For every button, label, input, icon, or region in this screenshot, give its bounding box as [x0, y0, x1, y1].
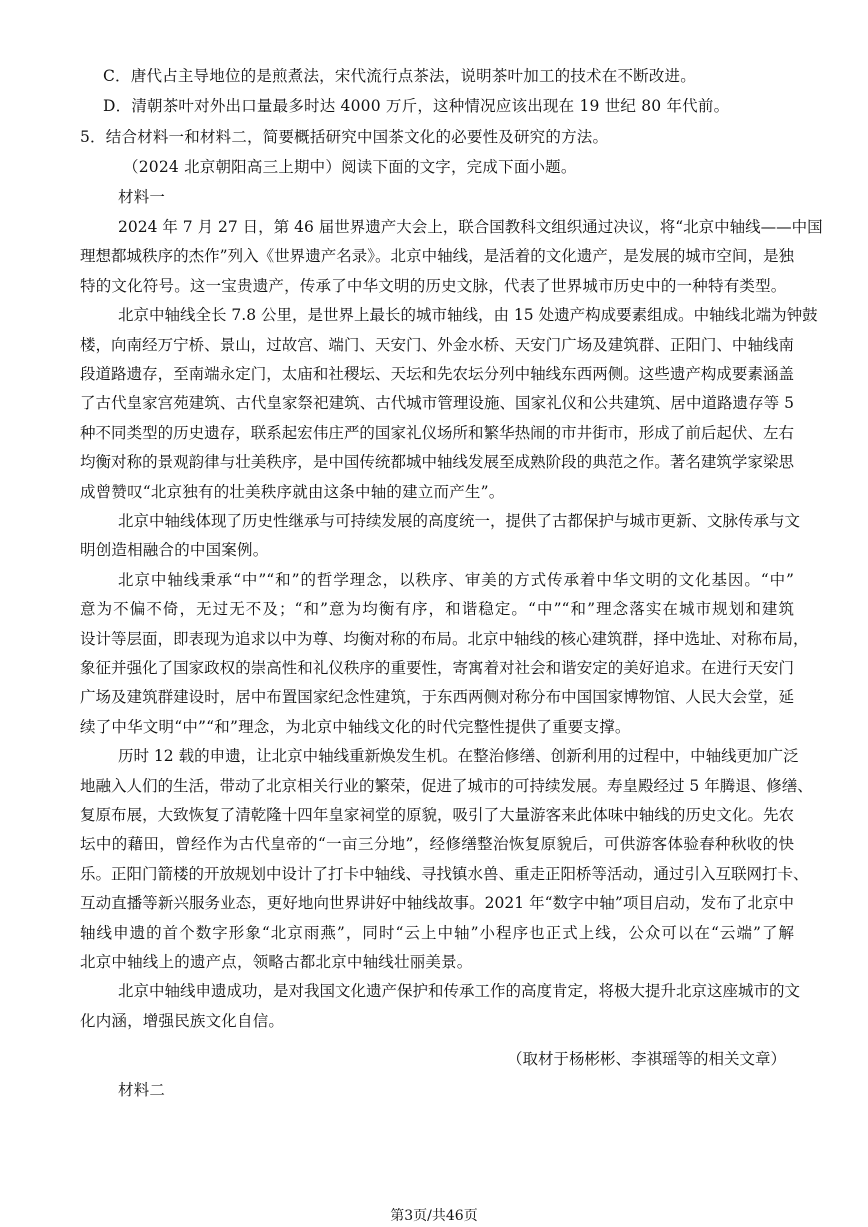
page-footer: 第3页/共46页: [390, 1208, 478, 1224]
paragraph-line: 续了中华文明“中”“和”理念，为北京中轴线文化的时代完整性提供了重要支撑。: [80, 718, 631, 736]
question-5: 5．结合材料一和材料二，简要概括研究中国茶文化的必要性及研究的方法。: [80, 128, 609, 146]
material1-title: 材料一: [118, 188, 166, 206]
paragraph-line: 北京中轴线全长 7.8 公里，是世界上最长的城市轴线，由 15 处遗产构成要素组成。中轴线北端为钟鼓: [118, 306, 818, 324]
paragraph-line: 北京中轴线秉承“中”“和”的哲学理念，以秩序、审美的方式传承着中华文明的文化基因。“中”: [118, 571, 794, 589]
paragraph-line: 了古代皇家宫苑建筑、古代皇家祭祀建筑、古代城市管理设施、国家礼仪和公共建筑、居中道路遗存等 5: [80, 394, 794, 412]
intro-line: （2024 北京朝阳高三上期中）阅读下面的文字，完成下面小题。: [123, 158, 577, 176]
paragraph-line: 意为不偏不倚，无过无不及；“和”意为均衡有序，和谐稳定。“中”“和”理念落实在城市规划和建筑: [80, 600, 794, 618]
paragraph-line: 段道路遗存，至南端永定门，太庙和社稷坛、天坛和先农坛分列中轴线东西两侧。这些遗产构成要素涵盖: [80, 365, 794, 383]
material1-source: （取材于杨彬彬、李祺瑶等的相关文章）: [506, 1050, 786, 1068]
paragraph-line: 种不同类型的历史遗存，联系起宏伟庄严的国家礼仪场所和繁华热闹的市井街市，形成了前后起伏、左右: [80, 424, 794, 442]
option-d: D．清朝茶叶对外出口量最多时达 4000 万斤，这种情况应该出现在 19 世纪 80 年代前。: [103, 97, 730, 115]
paragraph-line: 坛中的藉田，曾经作为古代皇帝的“一亩三分地”，经修缮整治恢复原貌后，可供游客体验春种秋收的快: [80, 835, 794, 853]
paragraph-line: 特的文化符号。这一宝贵遗产，传承了中华文明的历史文脉，代表了世界城市历史中的一种特有类型。: [80, 277, 787, 295]
paragraph-line: 象征并强化了国家政权的崇高性和礼仪秩序的重要性，寄寓着对社会和谐安定的美好追求。在进行天安门: [80, 659, 794, 677]
paragraph-line: 地融入人们的生活，带动了北京相关行业的繁荣，促进了城市的可持续发展。寿皇殿经过 5 年腾退、修缮、: [80, 777, 813, 795]
option-c: C．唐代占主导地位的是煎煮法，宋代流行点茶法，说明茶叶加工的技术在不断改进。: [103, 67, 696, 85]
paragraph-line: 广场及建筑群建设时，居中布置国家纪念性建筑，于东西两侧对称分布中国国家博物馆、人民大会堂，延: [80, 688, 794, 706]
paragraph-line: 历时 12 载的申遗，让北京中轴线重新焕发生机。在整治修缮、创新利用的过程中，中轴线更加广泛: [118, 747, 799, 765]
paragraph-line: 楼，向南经万宁桥、景山，过故宫、端门、天安门、外金水桥、天安门广场及建筑群、正阳门、中轴线南: [80, 336, 794, 354]
paragraph-line: 北京中轴线上的遗产点，领略古都北京中轴线壮丽美景。: [80, 953, 473, 971]
paragraph-line: 互动直播等新兴服务业态，更好地向世界讲好中轴线故事。2021 年“数字中轴”项目启动，发布了北京中: [80, 894, 794, 912]
paragraph-line: 乐。正阳门箭楼的开放规划中设计了打卡中轴线、寻找镇水兽、重走正阳桥等活动，通过引入互联网打卡、: [80, 865, 809, 883]
paragraph-line: 复原布展，大致恢复了清乾隆十四年皇家祠堂的原貌，吸引了大量游客来此体味中轴线的历史文化。先农: [80, 806, 794, 824]
paragraph-line: 2024 年 7 月 27 日，第 46 届世界遗产大会上，联合国教科文组织通过决议，将“北京中轴线——中国: [118, 218, 823, 236]
paragraph-line: 明创造相融合的中国案例。: [80, 541, 269, 559]
paragraph-line: 成曾赞叹“北京独有的壮美秩序就由这条中轴的建立而产生”。: [80, 483, 505, 501]
paragraph-line: 设计等层面，即表现为追求以中为尊、均衡对称的布局。北京中轴线的核心建筑群，择中选址、对称布局，: [80, 630, 809, 648]
paragraph-line: 轴线申遗的首个数字形象“北京雨燕”，同时“云上中轴”小程序也正式上线，公众可以在“云端”了解: [80, 924, 794, 942]
paragraph-line: 北京中轴线体现了历史性继承与可持续发展的高度统一，提供了古都保护与城市更新、文脉传承与文: [118, 512, 801, 530]
material2-title: 材料二: [118, 1081, 166, 1099]
paragraph-line: 均衡对称的景观韵律与壮美秩序，是中国传统都城中轴线发展至成熟阶段的典范之作。著名建筑学家梁思: [80, 453, 794, 471]
paragraph-line: 化内涵，增强民族文化自信。: [80, 1012, 285, 1030]
paragraph-line: 北京中轴线申遗成功，是对我国文化遗产保护和传承工作的高度肯定，将极大提升北京这座城市的文: [118, 982, 801, 1000]
paragraph-line: 理想都城秩序的杰作”列入《世界遗产名录》。北京中轴线，是活着的文化遗产，是发展的城市空间，是独: [80, 247, 794, 265]
